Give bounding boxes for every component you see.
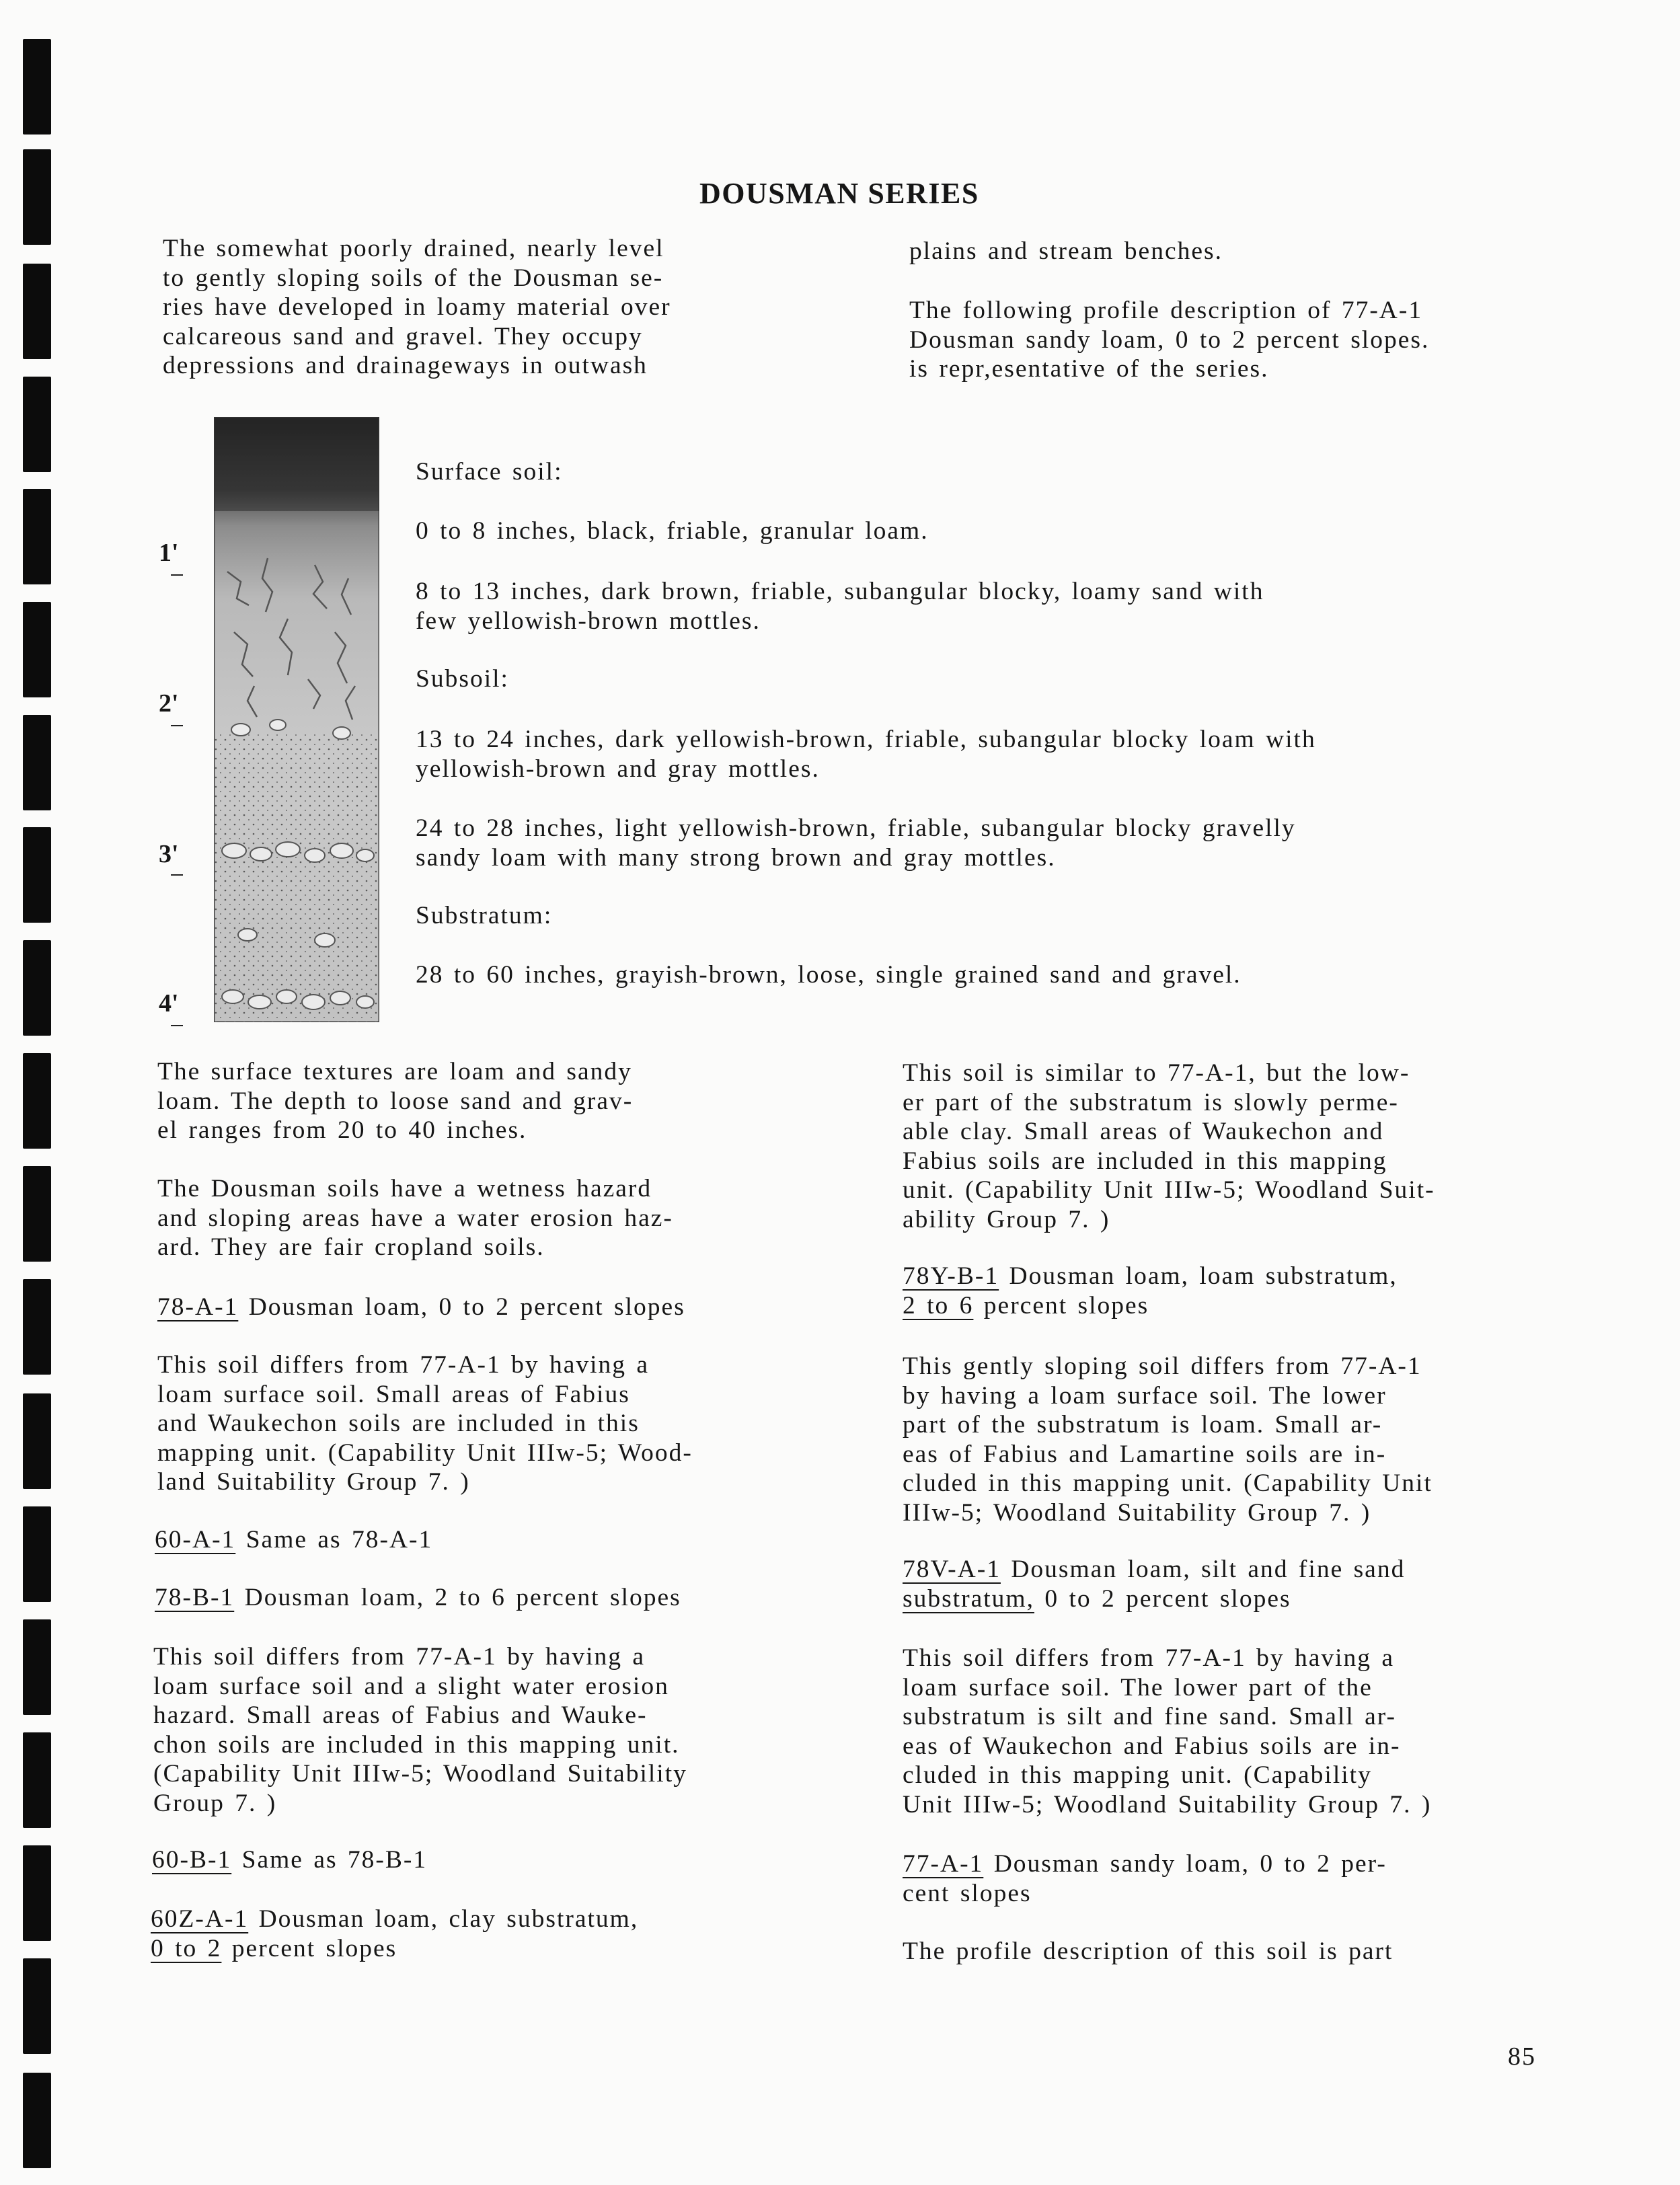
text-line: sandy loam with many strong brown and gray mottles. — [416, 843, 1056, 872]
map-unit-60-a-1-heading — [155, 1525, 432, 1555]
map-unit-title: 0 to 2 percent slopes — [1034, 1584, 1291, 1613]
depth-label: 2' — [159, 689, 179, 718]
map-unit-title: substratum, — [903, 1584, 1034, 1613]
binder-mark — [23, 1619, 51, 1715]
map-unit-code: 78-A-1 — [157, 1293, 239, 1321]
text-line: ard. They are fair cropland soils. — [157, 1233, 545, 1261]
text-line: is repr,esentative of the series. — [909, 355, 1269, 383]
left-paragraph-1 — [157, 1057, 633, 1145]
binder-mark — [23, 940, 51, 1036]
text-line: er part of the substratum is slowly perme- — [903, 1088, 1399, 1116]
map-unit-title: percent slopes — [973, 1291, 1149, 1319]
substratum-heading: Substratum: — [416, 902, 553, 929]
text-line: and Waukechon soils are included in this — [157, 1410, 640, 1437]
map-unit-title: Dousman loam, clay substratum, — [248, 1905, 639, 1933]
binder-mark — [23, 715, 51, 810]
text-line: few yellowish-brown mottles. — [416, 607, 761, 635]
intro-right-1: plains and stream benches. — [909, 237, 1223, 265]
binder-mark — [23, 264, 51, 359]
map-unit-code: 60-A-1 — [155, 1526, 236, 1554]
right-paragraph-1 — [903, 1059, 1435, 1234]
text-line: cluded in this mapping unit. (Capability — [903, 1761, 1372, 1789]
text-line: chon soils are included in this mapping unit. — [153, 1730, 680, 1759]
binder-mark — [23, 827, 51, 923]
map-unit-code: 77-A-1 — [903, 1850, 984, 1878]
binder-mark — [23, 602, 51, 697]
binder-mark — [23, 1393, 51, 1489]
text-line: el ranges from 20 to 40 inches. — [157, 1116, 527, 1144]
map-unit-78-a-1-heading — [157, 1293, 685, 1322]
map-unit-78-b-1-heading — [155, 1583, 681, 1613]
left-paragraph-2 — [157, 1174, 673, 1262]
binder-mark — [23, 1279, 51, 1375]
text-line: Dousman sandy loam, 0 to 2 percent slopes. — [909, 325, 1430, 354]
right-paragraph-last: The profile description of this soil is part — [903, 1938, 1393, 1965]
text-line: eas of Waukechon and Fabius soils are in- — [903, 1732, 1401, 1760]
depth-label: 3' — [159, 840, 179, 868]
depth-label: 4' — [159, 989, 179, 1018]
text-line: substratum is silt and fine sand. Small ar- — [903, 1703, 1396, 1730]
page-title: DOUSMAN SERIES — [699, 177, 979, 210]
text-line: ries have developed in loamy material over — [163, 293, 671, 321]
page-number: 85 — [1508, 2042, 1536, 2071]
substratum-layer-1: 28 to 60 inches, grayish-brown, loose, single grained sand and gravel. — [416, 961, 1242, 989]
subsoil-layer-1 — [416, 725, 1316, 783]
text-line: This gently sloping soil differs from 77-A-1 — [903, 1352, 1422, 1380]
map-unit-77-a-1-heading — [903, 1849, 1387, 1908]
text-line: 24 to 28 inches, light yellowish-brown, friable, subangular blocky gravelly — [416, 814, 1296, 842]
map-unit-78-b-1-description — [153, 1642, 687, 1818]
text-line: This soil differs from 77-A-1 by having a — [903, 1644, 1395, 1672]
binder-mark — [23, 1732, 51, 1828]
map-unit-code: 60Z-A-1 — [151, 1905, 249, 1933]
text-line: This soil is similar to 77-A-1, but the low- — [903, 1059, 1410, 1087]
map-unit-60z-a-1-heading — [151, 1905, 638, 1963]
text-line: The surface textures are loam and sandy — [157, 1058, 632, 1085]
text-line: calcareous sand and gravel. They occupy — [163, 322, 643, 350]
subsoil-layer-2 — [416, 814, 1296, 872]
text-line: land Suitability Group 7. ) — [157, 1468, 470, 1496]
intro-right-2 — [909, 296, 1429, 384]
text-line: The somewhat poorly drained, nearly level — [163, 235, 664, 262]
text-line: Group 7. ) — [153, 1789, 277, 1817]
depth-label: 1' — [159, 539, 179, 567]
map-unit-title: percent slopes — [221, 1934, 397, 1962]
map-unit-78y-b-1-heading — [903, 1262, 1398, 1320]
subsoil-heading: Subsoil: — [416, 665, 509, 693]
map-unit-title: Dousman loam, 2 to 6 percent slopes — [234, 1584, 681, 1611]
text-line: yellowish-brown and gray mottles. — [416, 755, 820, 783]
map-unit-title: 0 to 2 — [151, 1934, 222, 1962]
text-line: This soil differs from 77-A-1 by having a — [153, 1643, 646, 1671]
binder-mark — [23, 2073, 51, 2168]
binder-mark — [23, 1958, 51, 2054]
binder-mark — [23, 1166, 51, 1262]
map-unit-code: 60-B-1 — [152, 1846, 232, 1874]
depth-tick — [171, 574, 183, 576]
binder-mark — [23, 1053, 51, 1149]
text-line: Unit IIIw-5; Woodland Suitability Group 7. ) — [903, 1790, 1432, 1818]
map-unit-78y-b-1-description — [903, 1352, 1433, 1527]
text-line: unit. (Capability Unit IIIw-5; Woodland Suit- — [903, 1176, 1435, 1204]
text-line: This soil differs from 77-A-1 by having a — [157, 1351, 650, 1379]
binder-mark — [23, 1845, 51, 1941]
map-unit-title: Dousman loam, loam substratum, — [999, 1262, 1398, 1290]
text-line: eas of Fabius and Lamartine soils are in- — [903, 1440, 1387, 1468]
text-line: The following profile description of 77-A-1 — [909, 297, 1423, 324]
text-line: loam surface soil. The lower part of the — [903, 1673, 1373, 1701]
surface-soil-layer-2 — [416, 577, 1551, 636]
binder-mark — [23, 39, 51, 135]
text-line: able clay. Small areas of Waukechon and — [903, 1118, 1384, 1145]
text-line: 13 to 24 inches, dark yellowish-brown, friable, subangular blocky loam with — [416, 726, 1316, 753]
depth-tick — [171, 874, 183, 876]
map-unit-78v-a-1-heading — [903, 1555, 1405, 1613]
surface-soil-layer-1: 0 to 8 inches, black, friable, granular loam. — [416, 517, 929, 545]
map-unit-title: Dousman loam, silt and fine sand — [1000, 1556, 1406, 1583]
depth-tick — [171, 1025, 183, 1026]
binder-mark — [23, 1506, 51, 1602]
map-unit-60-b-1-heading — [152, 1845, 427, 1875]
binder-mark — [23, 377, 51, 472]
text-line: to gently sloping soils of the Dousman se- — [163, 264, 664, 292]
map-unit-78-a-1-description — [157, 1350, 693, 1497]
text-line: (Capability Unit IIIw-5; Woodland Suitability — [153, 1760, 687, 1788]
map-unit-title: 2 to 6 — [903, 1291, 974, 1319]
depth-tick — [171, 725, 183, 726]
text-line: 8 to 13 inches, dark brown, friable, subangular blocky, loamy sand with — [416, 578, 1264, 605]
map-unit-title: Same as 78-A-1 — [235, 1526, 433, 1554]
map-unit-code: 78Y-B-1 — [903, 1262, 999, 1290]
text-line: mapping unit. (Capability Unit IIIw-5; Wood- — [157, 1439, 693, 1467]
text-line: loam surface soil. Small areas of Fabius — [157, 1380, 630, 1408]
map-unit-title: Dousman sandy loam, 0 to 2 per- — [983, 1850, 1387, 1878]
binder-mark — [23, 489, 51, 584]
map-unit-code: 78V-A-1 — [903, 1556, 1001, 1583]
text-line: loam. The depth to loose sand and grav- — [157, 1087, 634, 1115]
soil-profile-illustration — [214, 417, 379, 1022]
text-line: IIIw-5; Woodland Suitability Group 7. ) — [903, 1498, 1371, 1527]
map-unit-title: Dousman loam, 0 to 2 percent slopes — [238, 1293, 685, 1321]
text-line: hazard. Small areas of Fabius and Wauke- — [153, 1701, 648, 1729]
surface-soil-heading: Surface soil: — [416, 458, 563, 486]
text-line: part of the substratum is loam. Small ar- — [903, 1411, 1383, 1439]
map-unit-code: 78-B-1 — [155, 1584, 235, 1611]
text-line: by having a loam surface soil. The lower — [903, 1381, 1387, 1410]
binder-mark — [23, 149, 51, 245]
text-line: The Dousman soils have a wetness hazard — [157, 1175, 652, 1202]
map-unit-78v-a-1-description — [903, 1644, 1431, 1819]
text-line: cluded in this mapping unit. (Capability Unit — [903, 1469, 1433, 1497]
text-line: loam surface soil and a slight water erosion — [153, 1672, 669, 1700]
text-line: and sloping areas have a water erosion haz- — [157, 1204, 673, 1232]
text-line: ability Group 7. ) — [903, 1205, 1110, 1233]
map-unit-title: Same as 78-B-1 — [231, 1846, 428, 1874]
text-line: depressions and drainageways in outwash — [163, 352, 648, 379]
intro-left — [163, 234, 671, 381]
text-line: Fabius soils are included in this mapping — [903, 1147, 1387, 1175]
map-unit-title: cent slopes — [903, 1879, 1032, 1907]
